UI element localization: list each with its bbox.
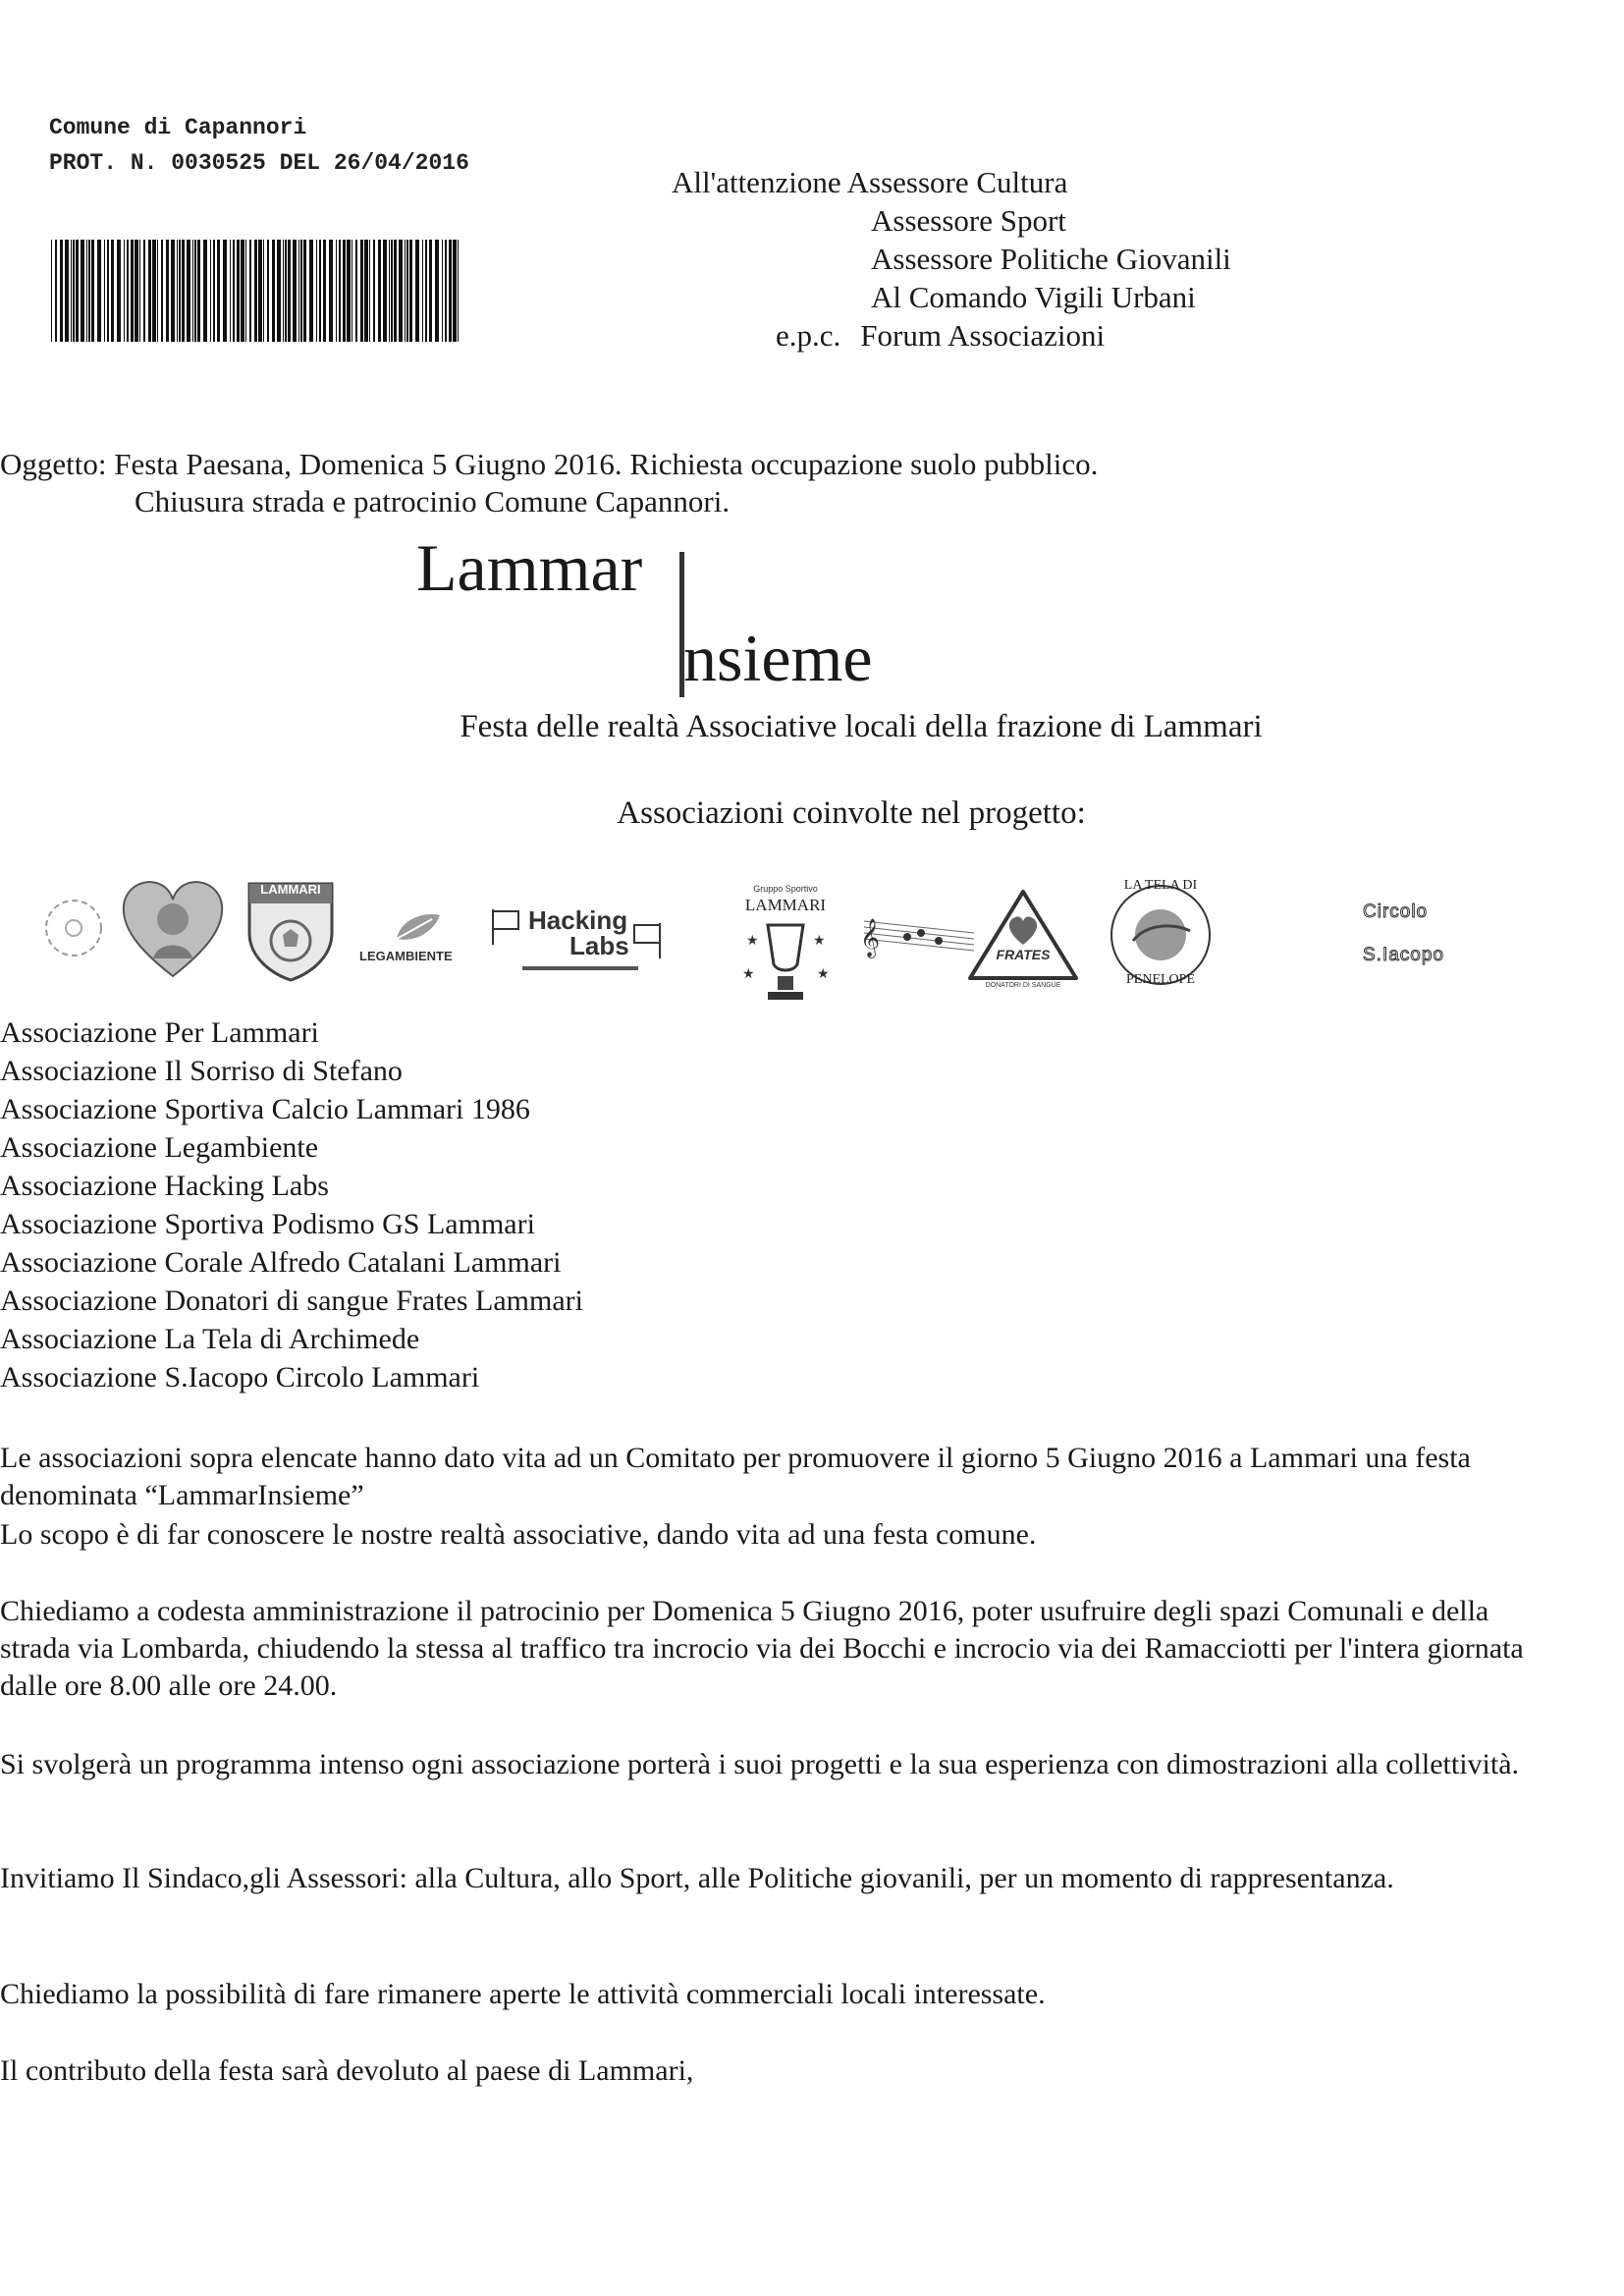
list-item: Associazione Per Lammari — [0, 1016, 319, 1049]
gs-lammari-name: LAMMARI — [744, 896, 827, 914]
sorriso-di-stefano-heart-logo — [118, 874, 228, 984]
stamp-municipality: Comune di Capannori — [49, 115, 307, 140]
list-item: Associazione Legambiente — [0, 1131, 319, 1164]
addressee-row — [672, 316, 1231, 355]
frates-logo-subtext: DONATORI DI SANGUE — [985, 982, 1061, 989]
body-paragraph: Si svolgerà un programma intenso ogni associazione porterà i suoi progetti e la sua esperienza con dimostrazioni alla collettività. — [0, 1748, 1520, 1780]
frates-triangle-logo — [964, 888, 1082, 990]
svg-text:★: ★ — [742, 967, 755, 982]
tela-logo-text-bottom: PENELOPE — [1126, 972, 1195, 987]
addressee-recipient: Assessore Sport — [871, 203, 1066, 238]
protocol-stamp — [49, 110, 469, 181]
tela-logo-text-top: LA TELA DI — [1123, 878, 1198, 893]
calcio-logo-text: LAMMARI — [260, 882, 321, 897]
list-item: Associazione Sportiva Calcio Lammari 1986 — [0, 1093, 530, 1125]
trophy-icon — [738, 915, 833, 1010]
svg-text:★: ★ — [817, 967, 830, 982]
list-item: Associazione Donatori di sangue Frates Lammari — [0, 1285, 583, 1317]
gs-lammari-small-text: Gruppo Sportivo — [753, 884, 818, 894]
logo-word-insieme: nsieme — [683, 621, 873, 695]
cc-label: e.p.c. — [776, 318, 841, 353]
list-item: Associazione Corale Alfredo Catalani Lammari — [0, 1246, 562, 1279]
svg-text:★: ★ — [813, 934, 826, 949]
associations-list — [0, 1013, 583, 1396]
addressees-block — [672, 163, 1231, 355]
hacking-labs-underline — [522, 966, 638, 970]
addressee-row — [672, 240, 1231, 278]
subject-block — [0, 446, 1098, 520]
cc-recipient: Forum Associazioni — [860, 318, 1106, 353]
stamp-protocol-number: PROT. N. 0030525 DEL 26/04/2016 — [49, 150, 469, 176]
circolo-logo-text-2: S.Iacopo — [1363, 945, 1444, 965]
addressee-row — [672, 163, 1231, 201]
associations-intro: Associazioni coinvolte nel progetto: — [617, 795, 1086, 831]
logo-word-lammar: Lammar — [416, 530, 643, 605]
list-item: Associazione S.Iacopo Circolo Lammari — [0, 1361, 480, 1394]
per-lammari-logo — [41, 896, 106, 960]
frates-logo-text: FRATES — [996, 947, 1051, 962]
svg-text:★: ★ — [746, 934, 759, 949]
body-paragraph: Chiediamo la possibilità di fare rimanere aperte le attività commerciali locali interessate. — [0, 1978, 1046, 2010]
festa-subtitle: Festa delle realtà Associative locali della frazione di Lammari — [460, 709, 1263, 744]
body-paragraph: Lo scopo è di far conoscere le nostre realtà associative, dando vita ad una festa comune. — [0, 1518, 1037, 1551]
addressee-row — [672, 201, 1231, 240]
addressee-recipient: Assessore Cultura — [846, 165, 1068, 199]
association-logos — [29, 874, 1600, 1011]
legambiente-logo-text: LEGAMBIENTE — [359, 949, 453, 963]
barcode — [51, 240, 461, 342]
addressee-recipient: Al Comando Vigili Urbani — [871, 280, 1196, 314]
list-item: Associazione Sportiva Podismo GS Lammari — [0, 1208, 535, 1240]
attention-label: All'attenzione — [672, 165, 841, 199]
hacking-labs-logo-text-1: Hacking — [528, 905, 628, 935]
list-item: Associazione La Tela di Archimede — [0, 1323, 420, 1355]
music-notes-icon — [860, 907, 978, 958]
body-paragraph: Chiediamo a codesta amministrazione il patrocinio per Domenica 5 Giugno 2016, poter usufruire degli spazi Comunali e della strada via Lombarda, chiudendo la stessa al traffico tra incrocio via dei Bocchi e incrocio via dei Ramacciotti per l'intera giornata dalle ore 8.00 alle ore 24.00. — [0, 1595, 1524, 1702]
list-item: Associazione Hacking Labs — [0, 1170, 329, 1202]
body-paragraph: Invitiamo Il Sindaco,gli Assessori: alla Cultura, allo Sport, alle Politiche giovanili, per un momento di rappresentanza. — [0, 1862, 1394, 1894]
flag-icon — [487, 907, 526, 947]
subject-line: Chiusura strada e patrocinio Comune Capannori. — [135, 484, 731, 519]
subject-line: Oggetto: Festa Paesana, Domenica 5 Giugno 2016. Richiesta occupazione suolo pubblico. — [0, 447, 1099, 481]
circolo-logo-text-1: Circolo — [1363, 902, 1429, 922]
addressee-row — [672, 278, 1231, 316]
list-item: Associazione Il Sorriso di Stefano — [0, 1055, 403, 1087]
addressee-recipient: Assessore Politiche Giovanili — [871, 242, 1231, 276]
body-paragraph: Le associazioni sopra elencate hanno dato vita ad un Comitato per promuovere il giorno 5 Giugno 2016 a Lammari una festa denominata “LammarInsieme” — [0, 1442, 1471, 1511]
flag-icon — [626, 921, 666, 960]
body-paragraph: Il contributo della festa sarà devoluto al paese di Lammari, — [0, 2054, 694, 2087]
legambiente-leaf-icon — [387, 909, 446, 945]
svg-text:𝄞: 𝄞 — [860, 920, 881, 957]
hacking-labs-logo-text-2: Labs — [569, 931, 629, 960]
